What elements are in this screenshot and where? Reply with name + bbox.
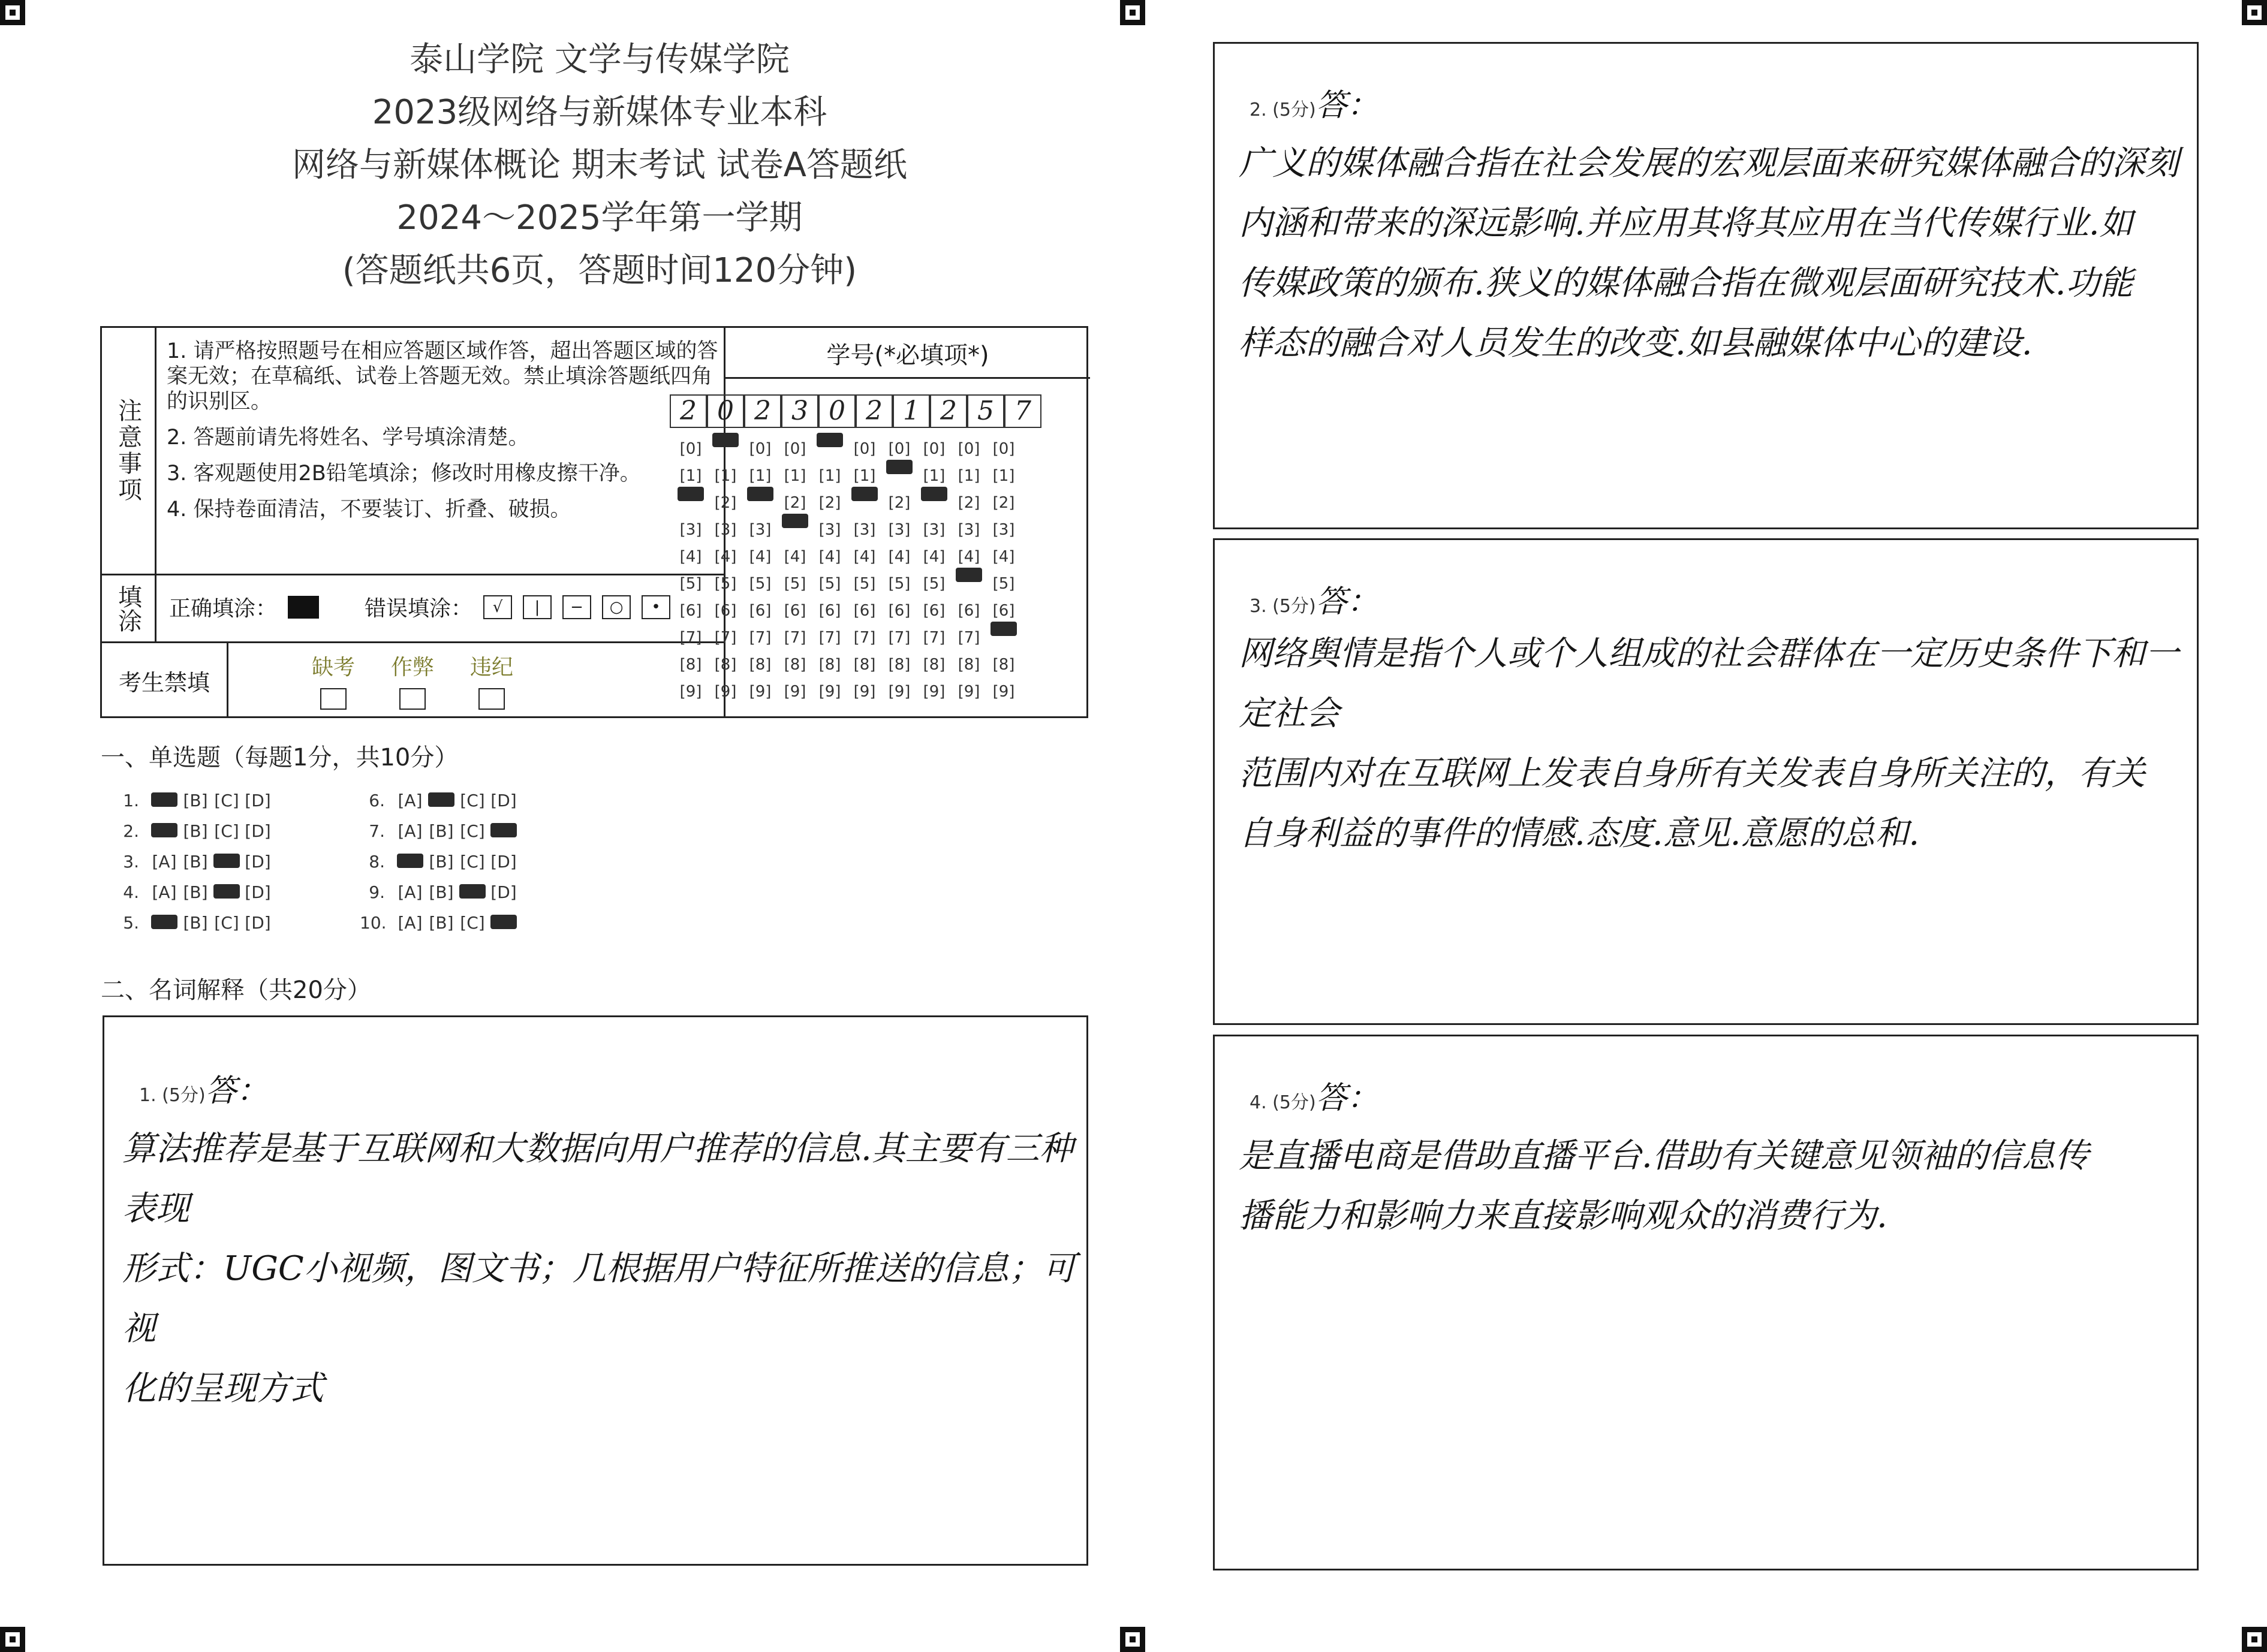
mcq-option-bubble[interactable] [149, 913, 180, 933]
student-id-bubble-row [673, 651, 1021, 678]
student-id-bubble[interactable]: [0] [958, 439, 980, 458]
student-id-bubble[interactable]: [4] [784, 547, 806, 566]
student-id-bubble[interactable]: [5] [714, 574, 737, 593]
mcq-question-number: 4. [123, 882, 139, 902]
student-id-bubble-row [673, 489, 1021, 516]
mcq-option-bubble[interactable]: [B] [183, 852, 208, 872]
student-id-bubble[interactable]: [5] [888, 574, 911, 593]
student-id-digit: 0 [707, 394, 744, 428]
student-id-bubble[interactable]: [4] [679, 547, 702, 566]
student-id-bubble[interactable]: [7] [749, 628, 772, 647]
mcq-option-bubble[interactable]: [D] [490, 791, 517, 810]
answer-text [122, 1119, 1082, 1419]
mcq-option-bubble[interactable]: [A] [398, 821, 423, 841]
mcq-option-bubble[interactable]: [A] [398, 791, 423, 810]
notice-item: 1. 请严格按照题号在相应答题区域作答，超出答题区域的答案无效；在草稿纸、试卷上答题无效。禁止填涂答题纸四角的识别区。 [167, 339, 718, 414]
student-id-bubble[interactable]: [8] [679, 655, 702, 674]
student-id-bubble[interactable]: [5] [923, 574, 946, 593]
correct-fill-label: 正确填涂： [169, 596, 278, 621]
student-id-bubble[interactable]: [1] [992, 466, 1015, 485]
student-id-bubble[interactable]: [3] [818, 520, 841, 539]
student-id-bubble[interactable]: [1] [923, 466, 946, 485]
corner-mark-bottom-left [0, 1627, 25, 1652]
student-id-bubble[interactable]: [7] [714, 628, 737, 647]
mcq-option-bubble[interactable]: [D] [245, 913, 271, 933]
mcq-option-bubble[interactable]: [A] [398, 913, 423, 933]
student-id-bubble[interactable]: [6] [923, 601, 946, 620]
student-id-bubble[interactable]: [3] [714, 520, 737, 539]
mcq-question-number: 2. [123, 821, 139, 841]
flag-label: 缺考 [312, 655, 356, 680]
answer-line: 网络舆情是指个人或个人组成的社会群体在一定历史条件下和一定社会 [1239, 634, 2179, 733]
mcq-option-bubble[interactable]: [C] [460, 913, 485, 933]
student-id-bubble[interactable]: [9] [853, 682, 876, 701]
answer-line: 算法推荐是基于互联网和大数据向用户推荐的信息.其主要有三种表现 [122, 1129, 1073, 1228]
student-id-bubble[interactable]: [7] [679, 628, 702, 647]
corner-mark-top-center [1120, 0, 1145, 25]
student-id-bubble[interactable]: [4] [714, 547, 737, 566]
wrong-fill-sample: − [562, 595, 591, 619]
wrong-fill-sample: • [642, 595, 670, 619]
student-id-bubble[interactable]: [6] [784, 601, 806, 620]
student-id-bubble[interactable]: [1] [853, 466, 876, 485]
student-id-bubble[interactable]: [7] [923, 628, 946, 647]
wrong-fill-sample: ○ [602, 595, 631, 619]
answer-box-4 [1213, 1035, 2199, 1570]
mcq-option-bubble[interactable]: [C] [214, 791, 239, 810]
flag-checkbox [399, 688, 426, 710]
student-id-bubble[interactable]: [0] [749, 439, 772, 458]
mcq-question [360, 913, 606, 933]
student-id-bubble[interactable]: [1] [784, 466, 806, 485]
student-id-digit: 2 [856, 394, 893, 428]
student-id-bubble[interactable]: [2] [784, 493, 806, 512]
student-id-bubble[interactable]: [5] [992, 574, 1015, 593]
student-id-bubble[interactable]: [6] [958, 601, 980, 620]
mcq-option-bubble[interactable]: [D] [245, 821, 271, 841]
mcq-option-bubble[interactable] [211, 882, 242, 902]
notice-list [167, 339, 724, 533]
student-id-bubble[interactable]: [5] [784, 574, 806, 593]
section-1-title: 一、单选题（每题1分，共10分） [101, 744, 459, 771]
mcq-option-bubble[interactable]: [A] [152, 882, 177, 902]
fill-rules [169, 592, 670, 622]
student-id-bubble[interactable] [952, 566, 986, 602]
student-id-bubble-grid [673, 435, 1021, 705]
student-id-bubble-row [673, 516, 1021, 543]
answer-line: 广义的媒体融合指在社会发展的宏观层面来研究媒体融合的深刻 [1239, 144, 2179, 183]
answer-label: 4. (5分)答： [1250, 1080, 1378, 1116]
student-id-bubble[interactable]: [0] [923, 439, 946, 458]
mcq-question-number: 3. [123, 852, 139, 872]
wrong-fill-sample: | [523, 595, 552, 619]
exam-flags-title: 考生禁填 [118, 670, 210, 696]
mcq-question [114, 852, 360, 872]
student-id-bubble-row [673, 624, 1021, 651]
notice-item: 2. 答题前请先将姓名、学号填涂清楚。 [167, 426, 529, 450]
student-id-bubble[interactable]: [0] [784, 439, 806, 458]
student-id-bubble[interactable]: [4] [923, 547, 946, 566]
answer-line: 化的呈现方式 [122, 1369, 324, 1408]
student-id-digit: 7 [1004, 394, 1041, 428]
student-id-bubble[interactable]: [2] [714, 493, 737, 512]
mcq-row [114, 877, 606, 908]
answer-line: 是直播电商是借助直播平台.借助有关键意见领袖的信息传 [1239, 1136, 2089, 1175]
student-id-digit: 0 [818, 394, 856, 428]
student-id-bubble[interactable]: [2] [818, 493, 841, 512]
student-id-bubble[interactable]: [6] [853, 601, 876, 620]
answer-line: 内涵和带来的深远影响.并应用其将其应用在当代传媒行业.如 [1239, 204, 2133, 243]
student-id-bubble[interactable]: [3] [749, 520, 772, 539]
mcq-option-bubble[interactable]: [D] [490, 852, 517, 872]
student-id-bubble[interactable]: [3] [679, 520, 702, 539]
student-id-bubble[interactable]: [1] [749, 466, 772, 485]
student-id-bubble[interactable]: [2] [992, 493, 1015, 512]
mcq-option-bubble[interactable]: [C] [460, 852, 485, 872]
mcq-question-number: 8. [369, 852, 385, 872]
student-id-bubble[interactable]: [6] [888, 601, 911, 620]
student-id-bubble[interactable]: [9] [818, 682, 841, 701]
mcq-row [114, 785, 606, 816]
mcq-option-bubble[interactable]: [B] [183, 913, 208, 933]
mcq-grid [114, 785, 606, 938]
student-id-bubble[interactable]: [9] [958, 682, 980, 701]
student-id-bubble[interactable]: [3] [853, 520, 876, 539]
mcq-option-bubble[interactable]: [B] [183, 882, 208, 902]
student-id-bubble[interactable]: [6] [992, 601, 1015, 620]
student-id-bubble[interactable] [847, 485, 882, 521]
student-id-title: 学号(*必填项*) [826, 342, 989, 369]
mcq-option-bubble[interactable]: [C] [214, 913, 239, 933]
notice-title: 注意事项 [114, 398, 142, 504]
student-id-bubble[interactable] [917, 485, 952, 521]
answer-text [1239, 1126, 2192, 1246]
student-id-bubble[interactable]: [7] [958, 628, 980, 647]
flag-label: 违纪 [470, 655, 514, 680]
student-id-bubble[interactable]: [7] [888, 628, 911, 647]
student-id-bubble[interactable]: [8] [853, 655, 876, 674]
student-id-bubble-row [673, 570, 1021, 597]
corner-mark-bottom-center [1120, 1627, 1145, 1652]
student-id-bubble[interactable]: [8] [992, 655, 1015, 674]
answer-box-2 [1213, 42, 2199, 529]
student-id-bubble[interactable]: [4] [888, 547, 911, 566]
mcq-option-bubble[interactable]: [C] [214, 821, 239, 841]
flag-checkbox [478, 688, 505, 710]
exam-flags [312, 650, 513, 710]
student-id-bubble[interactable]: [3] [992, 520, 1015, 539]
mcq-option-bubble[interactable] [149, 791, 180, 810]
mcq-question-number: 9. [369, 882, 385, 902]
flag-checkbox [320, 688, 347, 710]
corner-mark-top-left [0, 0, 25, 25]
answer-box-3 [1213, 538, 2199, 1025]
student-id-bubble[interactable] [882, 458, 917, 494]
mcq-option-bubble[interactable]: [C] [460, 791, 485, 810]
student-id-bubble[interactable]: [1] [714, 466, 737, 485]
student-id-bubble[interactable]: [9] [888, 682, 911, 701]
student-id-bubble[interactable] [673, 485, 708, 521]
mcq-option-bubble[interactable]: [D] [490, 882, 517, 902]
mcq-question-number: 7. [369, 821, 385, 841]
student-id-bubble[interactable]: [7] [784, 628, 806, 647]
answer-line: 自身利益的事件的情感.态度.意见.意愿的总和. [1239, 814, 1920, 853]
mcq-option-bubble[interactable] [149, 821, 180, 841]
answer-label: 3. (5分)答： [1250, 584, 1378, 620]
corner-mark-bottom-right [2242, 1627, 2267, 1652]
answer-line: 播能力和影响力来直接影响观众的消费行为. [1239, 1196, 1887, 1235]
header-line: 2023级网络与新媒体专业本科 [372, 93, 827, 132]
student-id-bubble[interactable]: [3] [923, 520, 946, 539]
student-id-bubble[interactable]: [5] [679, 574, 702, 593]
student-id-bubble[interactable]: [7] [818, 628, 841, 647]
student-id-bubble[interactable]: [8] [749, 655, 772, 674]
mcq-option-bubble[interactable]: [D] [245, 882, 271, 902]
exam-header [102, 34, 1097, 297]
student-id-bubble[interactable]: [5] [818, 574, 841, 593]
mcq-question [114, 882, 360, 902]
mcq-option-bubble[interactable] [488, 821, 519, 841]
student-id-bubble[interactable]: [1] [818, 466, 841, 485]
header-line: 泰山学院 文学与传媒学院 [410, 40, 790, 79]
mcq-question [114, 791, 360, 810]
mcq-option-bubble[interactable]: [D] [245, 791, 271, 810]
mcq-question [360, 882, 606, 902]
student-id-bubble[interactable]: [3] [958, 520, 980, 539]
answer-text [1239, 624, 2192, 864]
student-id-bubble[interactable]: [7] [853, 628, 876, 647]
mcq-option-bubble[interactable]: [B] [429, 913, 454, 933]
student-id-bubble[interactable]: [6] [714, 601, 737, 620]
student-id-bubble[interactable]: [3] [888, 520, 911, 539]
student-id-bubble[interactable]: [9] [714, 682, 737, 701]
mcq-row [114, 908, 606, 938]
mcq-option-bubble[interactable]: [B] [183, 821, 208, 841]
mcq-question [114, 821, 360, 841]
mcq-option-bubble[interactable]: [B] [429, 882, 454, 902]
student-id-bubble[interactable]: [2] [888, 493, 911, 512]
student-id-bubble[interactable]: [9] [992, 682, 1015, 701]
student-id-digit: 2 [670, 394, 707, 428]
correct-fill-sample [288, 596, 319, 619]
student-id-bubble[interactable]: [8] [923, 655, 946, 674]
student-id-bubble[interactable]: [8] [714, 655, 737, 674]
student-id-bubble[interactable]: [4] [818, 547, 841, 566]
notice-item: 4. 保持卷面清洁，不要装订、折叠、破损。 [167, 498, 571, 521]
header-line: (答题纸共6页，答题时间120分钟) [342, 251, 857, 290]
corner-mark-top-right [2242, 0, 2267, 25]
mcq-option-bubble[interactable]: [A] [152, 852, 177, 872]
student-id-bubble[interactable]: [2] [958, 493, 980, 512]
student-id-bubble[interactable]: [4] [992, 547, 1015, 566]
mcq-question [114, 913, 360, 933]
mcq-question [360, 791, 606, 810]
mcq-row [114, 816, 606, 846]
fill-title: 填涂 [114, 584, 142, 632]
flag-label: 作弊 [391, 655, 435, 680]
mcq-option-bubble[interactable] [211, 852, 242, 872]
student-id-bubble[interactable]: [8] [888, 655, 911, 674]
mcq-row [114, 846, 606, 877]
mcq-option-bubble[interactable]: [B] [429, 852, 454, 872]
mcq-option-bubble[interactable] [457, 882, 488, 902]
answer-line: 传媒政策的颁布.狭义的媒体融合指在微观层面研究技术.功能 [1239, 264, 2133, 303]
header-line: 2024～2025学年第一学期 [396, 198, 803, 237]
mcq-question-number: 5. [123, 913, 139, 933]
student-id-bubble[interactable] [778, 512, 812, 548]
student-id-bubble[interactable]: [8] [958, 655, 980, 674]
answer-label: 1. (5分)答： [139, 1073, 268, 1109]
mcq-question-number: 10. [360, 913, 387, 933]
student-id-digit: 1 [893, 394, 930, 428]
student-id-bubble[interactable]: [9] [679, 682, 702, 701]
mcq-question-number: 6. [369, 791, 385, 810]
mcq-option-bubble[interactable]: [B] [429, 821, 454, 841]
section-2-title: 二、名词解释（共20分） [101, 976, 371, 1004]
student-id-digit: 3 [781, 394, 818, 428]
student-id-bubble[interactable]: [4] [853, 547, 876, 566]
wrong-fill-label: 错误填涂： [365, 596, 473, 621]
wrong-fill-sample: √ [483, 595, 512, 619]
notice-item: 3. 客观题使用2B铅笔填涂；修改时用橡皮擦干净。 [167, 462, 641, 486]
student-id-bubble[interactable]: [4] [958, 547, 980, 566]
mcq-option-bubble[interactable] [426, 791, 457, 810]
mcq-option-bubble[interactable]: [D] [245, 852, 271, 872]
student-id-bubble-row [673, 678, 1021, 705]
mcq-question-number: 1. [123, 791, 139, 810]
answer-line: 形式：UGC小视频，图文书；几根据用户特征所推送的信息；可视 [122, 1249, 1076, 1348]
answer-text [1239, 134, 2192, 373]
student-id-bubble[interactable]: [6] [679, 601, 702, 620]
student-id-bubble[interactable]: [0] [992, 439, 1015, 458]
student-id-bubble[interactable]: [8] [784, 655, 806, 674]
student-id-digit: 5 [967, 394, 1004, 428]
student-id-bubble[interactable]: [1] [958, 466, 980, 485]
student-id-bubble-row [673, 435, 1021, 462]
answer-box-1 [103, 1015, 1088, 1566]
mcq-option-bubble[interactable]: [B] [183, 791, 208, 810]
student-id-bubble[interactable]: [0] [853, 439, 876, 458]
student-id-digits [670, 394, 1041, 428]
answer-line: 样态的融合对人员发生的改变.如县融媒体中心的建设. [1239, 324, 2033, 363]
student-id-bubble[interactable]: [5] [853, 574, 876, 593]
student-id-bubble[interactable]: [8] [818, 655, 841, 674]
header-line: 网络与新媒体概论 期末考试 试卷A答题纸 [292, 146, 907, 185]
student-id-bubble[interactable]: [9] [923, 682, 946, 701]
student-id-bubble[interactable] [812, 431, 847, 467]
student-id-digit: 2 [930, 394, 967, 428]
mcq-option-bubble[interactable]: [A] [398, 882, 423, 902]
student-id-bubble[interactable]: [5] [749, 574, 772, 593]
answer-label: 2. (5分)答： [1250, 88, 1378, 123]
student-id-bubble[interactable]: [0] [888, 439, 911, 458]
student-id-bubble[interactable]: [4] [749, 547, 772, 566]
student-id-bubble[interactable]: [9] [749, 682, 772, 701]
student-id-bubble[interactable]: [9] [784, 682, 806, 701]
student-id-bubble[interactable]: [6] [749, 601, 772, 620]
student-id-digit: 2 [744, 394, 781, 428]
mcq-question [360, 852, 606, 872]
student-id-bubble-row [673, 597, 1021, 624]
student-id-bubble[interactable] [986, 620, 1021, 656]
student-id-bubble[interactable]: [1] [679, 466, 702, 485]
student-id-bubble[interactable]: [6] [818, 601, 841, 620]
student-id-bubble[interactable] [743, 485, 778, 521]
mcq-option-bubble[interactable] [395, 852, 426, 872]
mcq-question [360, 821, 606, 841]
student-id-bubble[interactable] [708, 431, 743, 467]
mcq-option-bubble[interactable]: [C] [460, 821, 485, 841]
answer-line: 范围内对在互联网上发表自身所有关发表自身所关注的，有关 [1239, 754, 2145, 793]
mcq-option-bubble[interactable] [488, 913, 519, 933]
student-id-bubble[interactable]: [0] [679, 439, 702, 458]
